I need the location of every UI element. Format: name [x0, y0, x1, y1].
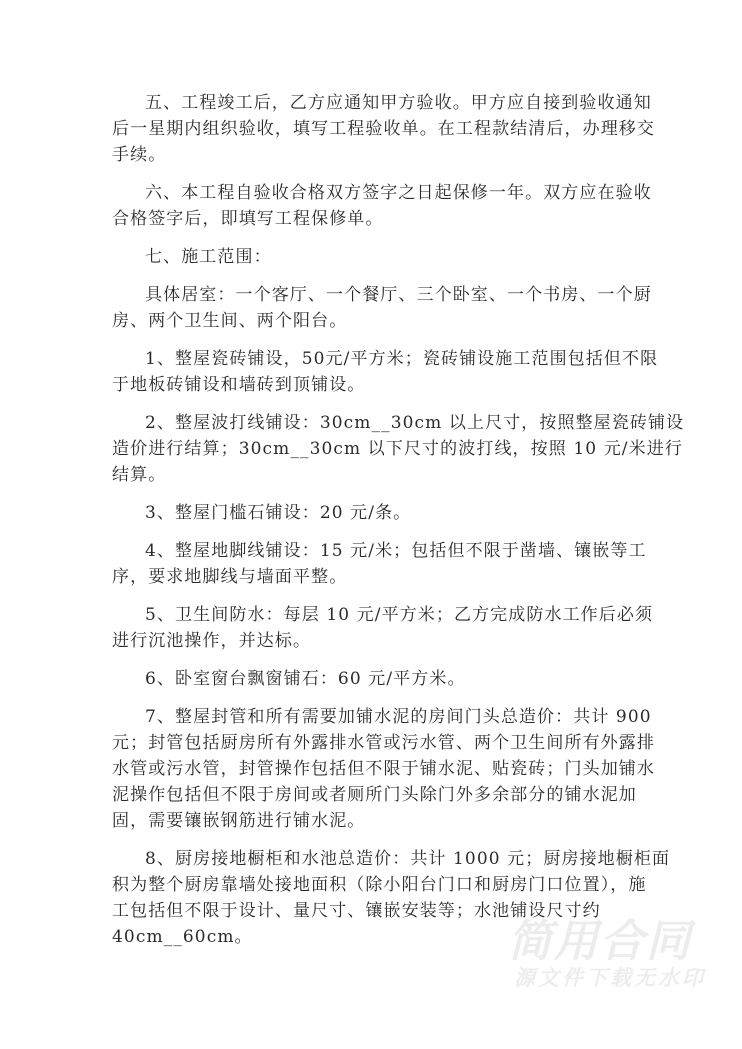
paragraph — [112, 244, 657, 270]
paragraph — [112, 282, 657, 334]
text-line: 结算。 — [112, 465, 167, 485]
text-line: 5、卫生间防水：每层 10 元/平方米；乙方完成防水工作后必须 — [145, 605, 654, 625]
text-line: 七、施工范围： — [145, 247, 272, 267]
text-line: 水管或污水管，封管操作包括但不限于铺水泥、贴瓷砖；门头加铺水 — [112, 759, 655, 779]
text-line: 1、整屋瓷砖铺设，50元/平方米；瓷砖铺设施工范围包括但不限 — [145, 349, 659, 369]
text-line: 2、整屋波打线铺设：30cm__30cm 以上尺寸，按照整屋瓷砖铺设 — [145, 413, 685, 433]
text-line: 工包括但不限于设计、量尺寸、镶嵌安装等；水池铺设尺寸约 — [112, 901, 601, 921]
text-line: 手续。 — [112, 145, 167, 165]
text-line: 序，要求地脚线与墙面平整。 — [112, 567, 348, 587]
text-line: 6、卧室窗台飘窗铺石：60 元/平方米。 — [145, 669, 466, 689]
text-line: 固，需要镶嵌钢筋进行铺水泥。 — [112, 811, 366, 831]
text-line: 进行沉池操作，并达标。 — [112, 631, 312, 651]
text-line: 于地板砖铺设和墙砖到顶铺设。 — [112, 375, 366, 395]
paragraph — [112, 602, 657, 654]
text-line: 造价进行结算；30cm__30cm 以下尺寸的波打线，按照 10 元/米进行 — [112, 439, 683, 459]
paragraph — [112, 346, 657, 398]
text-line: 具体居室：一个客厅、一个餐厅、三个卧室、一个书房、一个厨 — [145, 285, 652, 305]
watermark-logo: 简用合同 — [508, 916, 692, 967]
text-line: 后一星期内组织验收，填写工程验收单。在工程款结清后，办理移交 — [112, 119, 655, 139]
text-line: 房、两个卫生间、两个阳台。 — [112, 311, 348, 331]
paragraph — [112, 180, 657, 232]
paragraph — [112, 90, 657, 168]
text-line: 4、整屋地脚线铺设：15 元/米；包括但不限于凿墙、镶嵌等工 — [145, 541, 647, 561]
text-line: 五、工程竣工后，乙方应通知甲方验收。甲方应自接到验收通知 — [145, 93, 652, 113]
text-line: 合格签字后，即填写工程保修单。 — [112, 209, 384, 229]
text-line: 元；封管包括厨房所有外露排水管或污水管、两个卫生间所有外露排 — [112, 733, 655, 753]
document-body — [112, 90, 685, 962]
text-line: 积为整个厨房靠墙处接地面积（除小阳台门口和厨房门口位置），施 — [112, 875, 647, 895]
text-line: 40cm__60cm。 — [112, 927, 253, 947]
text-line: 7、整屋封管和所有需要加铺水泥的房间门头总造价：共计 900 — [145, 707, 652, 727]
paragraph — [112, 666, 657, 692]
paragraph — [112, 538, 657, 590]
watermark-subtitle: 源文件下载无水印 — [514, 966, 706, 990]
text-line: 六、本工程自验收合格双方签字之日起保修一年。双方应在验收 — [145, 183, 652, 203]
text-line: 3、整屋门槛石铺设：20 元/条。 — [145, 503, 412, 523]
paragraph — [112, 410, 685, 488]
text-line: 8、厨房接地橱柜和水池总造价：共计 1000 元；厨房接地橱柜面 — [145, 849, 671, 869]
text-line: 泥操作包括但不限于房间或者厕所门头除门外多余部分的铺水泥加 — [112, 785, 637, 805]
paragraph — [112, 704, 657, 834]
paragraph — [112, 500, 657, 526]
